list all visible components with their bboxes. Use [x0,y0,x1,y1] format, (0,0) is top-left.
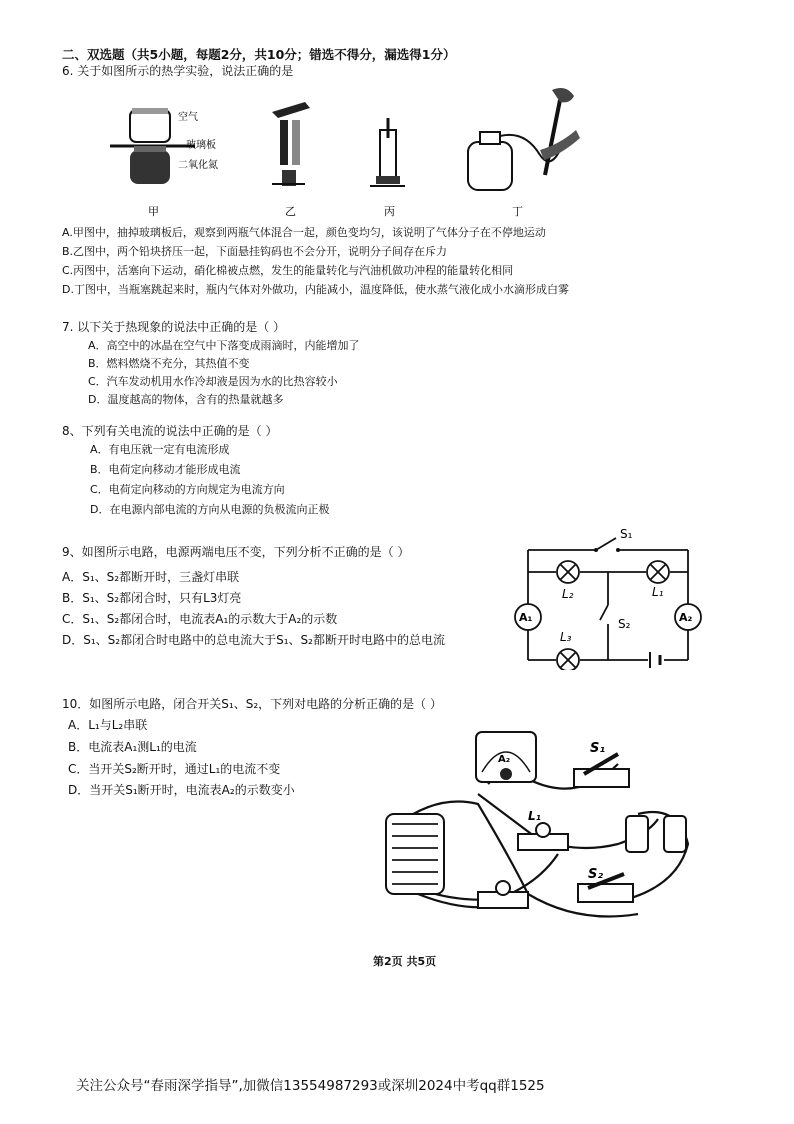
battery-2 [664,816,686,852]
q6-option-a: A.甲图中，抽掉玻璃板后，观察到两瓶气体混合一起，颜色变均匀，该说明了气体分子在不停地运动 [62,226,546,239]
lamp-l2 [557,561,579,583]
q7-option-b: B．燃料燃烧不充分，其热值不变 [88,357,250,370]
q9-circuit-diagram [508,520,718,670]
q7-stem: 7. 以下关于热现象的说法中正确的是（ ） [62,320,286,334]
label-s2: S₂ [618,617,631,631]
fig-label-glass: 玻璃板 [186,140,216,151]
photo-label-a: A₂ [498,754,511,765]
fig-yi-lead-blocks [272,102,310,186]
label-a2: A₂ [679,611,693,624]
lamp-l3 [557,649,579,670]
q10-stem: 10．如图所示电路，闭合开关S₁、S₂，下列对电路的分析正确的是（ ） [62,697,442,711]
q6-stem: 6. 关于如图所示的热学实验，说法正确的是 [62,64,294,78]
label-l2: L₂ [562,587,574,601]
q9-option-b: B．S₁、S₂都闭合时，只有L3灯亮 [62,591,242,605]
q7-option-d: D．温度越高的物体，含有的热量就越多 [88,393,284,406]
photo-label-s2: S₂ [588,867,604,882]
q9-option-a: A．S₁、S₂都断开时，三盏灯串联 [62,570,240,584]
q9-option-c: C．S₁、S₂都闭合时，电流表A₁的示数大于A₂的示数 [62,612,338,626]
q10-circuit-photo [378,724,698,934]
q8-option-d: D．在电源内部电流的方向从电源的负极流向正极 [90,503,330,516]
q10-option-b: B．电流表A₁测L₁的电流 [68,740,197,754]
fig-ding-bottle-pump [468,88,580,190]
label-l3: L₃ [560,630,572,644]
lamp-l1 [647,561,669,583]
label-l1: L₁ [652,585,664,599]
q8-option-a: A．有电压就一定有电流形成 [90,443,230,456]
switch-s2 [578,884,633,902]
footer-note: 关注公众号“春雨深学指导”,加微信13554987293或深圳2024中考qq群1525 [76,1078,545,1094]
q6-figures [100,80,680,220]
label-a1: A₁ [519,611,533,624]
q10-option-d: D．当开关S₁断开时，电流表A₂的示数变小 [68,783,295,797]
q9-stem: 9、如图所示电路，电源两端电压不变，下列分析不正确的是（ ） [62,545,410,559]
fig-label-bing: 丙 [384,205,395,218]
q6-option-d: D.丁图中，当瓶塞跳起来时，瓶内气体对外做功，内能减小，温度降低，使水蒸气液化成小水滴形成白雾 [62,283,569,296]
q9-option-d: D．S₁、S₂都闭合时电路中的总电流大于S₁、S₂都断开时电路中的总电流 [62,633,445,647]
page-number: 第2页 共5页 [373,955,437,968]
section-header: 二、双选题（共5小题，每题2分，共10分；错选不得分，漏选得1分） [62,47,456,62]
q6-option-c: C.丙图中，活塞向下运动，硝化棉被点燃，发生的能量转化与汽油机做功冲程的能量转化相同 [62,264,514,277]
q10-option-c: C．当开关S₂断开时，通过L₁的电流不变 [68,762,281,776]
q7-option-a: A．高空中的冰晶在空气中下落变成雨滴时，内能增加了 [88,339,360,352]
q7-option-c: C．汽车发动机用水作冷却液是因为水的比热容较小 [88,375,338,388]
photo-label-s1: S₁ [590,741,606,756]
q8-option-b: B．电荷定向移动才能形成电流 [90,463,241,476]
q8-option-c: C．电荷定向移动的方向规定为电流方向 [90,483,285,496]
q8-stem: 8、下列有关电流的说法中正确的是（ ） [62,424,278,438]
fig-label-ding: 丁 [512,205,523,218]
battery-1 [626,816,648,852]
fig-bing-piston [370,118,405,186]
label-s1: S₁ [620,527,633,541]
photo-label-l1: L₁ [528,809,541,823]
fig-label-no2: 二氧化氮 [178,160,218,171]
q6-option-b: B.乙图中，两个铅块挤压一起，下面悬挂钩码也不会分开，说明分子间存在斥力 [62,245,448,258]
q10-option-a: A．L₁与L₂串联 [68,718,148,732]
switch-s1 [574,769,629,787]
fig-label-yi: 乙 [285,205,296,218]
fig-label-jia: 甲 [148,205,159,218]
fig-label-air: 空气 [178,112,198,123]
